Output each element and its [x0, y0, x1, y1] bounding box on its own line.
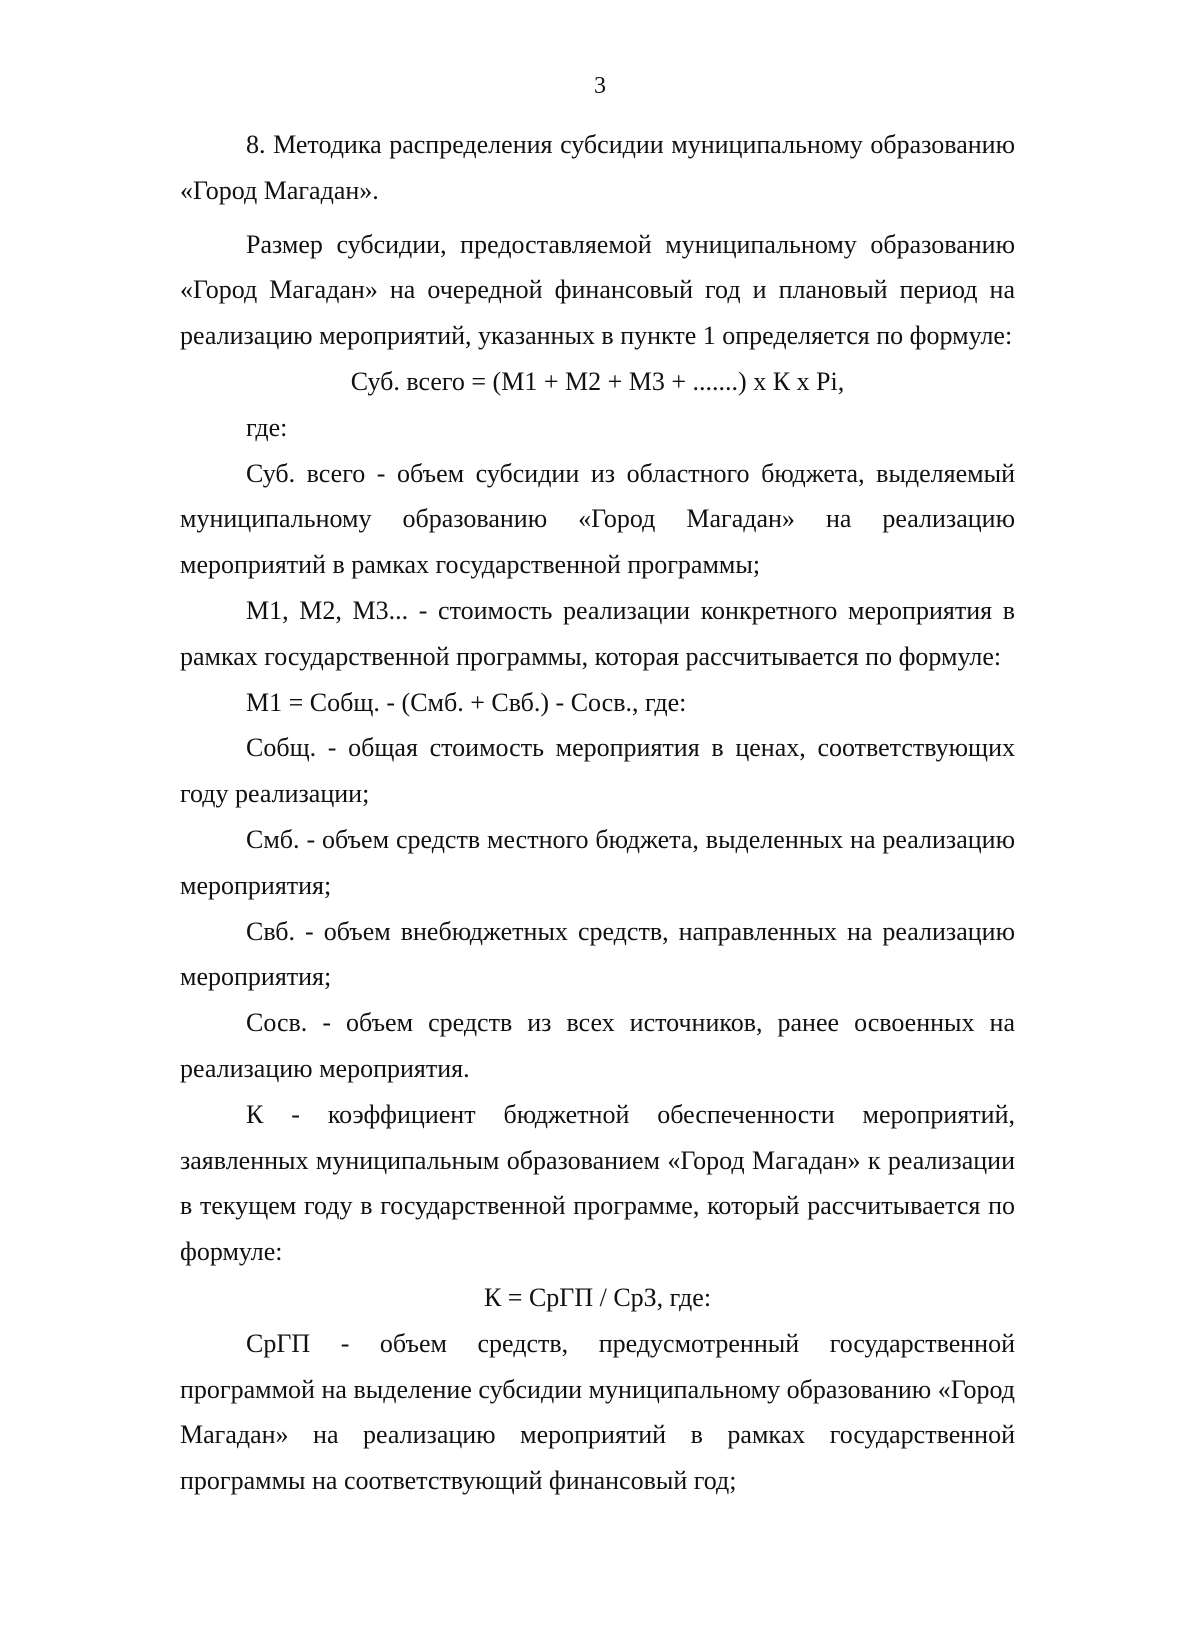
paragraph-10: Свб. - объем внебюджетных средств, направленных на реализацию мероприятия; [180, 916, 1015, 992]
paragraph-11: Сосв. - объем средств из всех источников, ранее освоенных на реализацию мероприятия. [180, 1008, 1015, 1083]
paragraph-9: Смб. - объем средств местного бюджета, выделенных на реализацию мероприятия; [180, 824, 1015, 900]
paragraph-12: К - коэффициент бюджетной обеспеченности мероприятий, заявленных муниципальным образованием «Город Магадан» к реализации в текущем году в государственной программе, который рассчитывается по формуле: [180, 1099, 1015, 1267]
paragraph-14: СрГП - объем средств, предусмотренный государственной программой на выделение субсидии муниципальному образованию «Город Магадан» на реализацию мероприятий в рамках государственной программы на соответствующий финансовый год; [180, 1328, 1015, 1496]
paragraph-1: 8. Методика распределения субсидии муниципальному образованию «Город Магадан». [180, 130, 1015, 205]
paragraph-5: Суб. всего - объем субсидии из областного бюджета, выделяемый муниципальному образованию «Город Магадан» на реализацию мероприятий в рамках государственной программы; [180, 458, 1015, 580]
paragraph-2: Размер субсидии, предоставляемой муниципальному образованию «Город Магадан» на очередной финансовый год и плановый период на реализацию мероприятий, указанных в пункте 1 определяется по формуле: [180, 229, 1015, 351]
paragraph-7: М1 = Собщ. - (Смб. + Свб.) - Сосв., где: [246, 687, 687, 717]
paragraph-6: М1, М2, М3... - стоимость реализации конкретного мероприятия в рамках государственной программы, которая рассчитывается по формуле: [180, 595, 1015, 671]
paragraph-13: К = СрГП / СрЗ, где: [483, 1282, 712, 1312]
paragraph-3: Суб. всего = (М1 + М2 + М3 + .......) x К x Pi, [350, 366, 845, 396]
paragraph-8: Собщ. - общая стоимость мероприятия в ценах, соответствующих году реализации; [180, 733, 1015, 809]
page-number: 3 [594, 73, 606, 99]
paragraph-4: где: [246, 412, 288, 442]
document-body [180, 122, 1015, 1504]
